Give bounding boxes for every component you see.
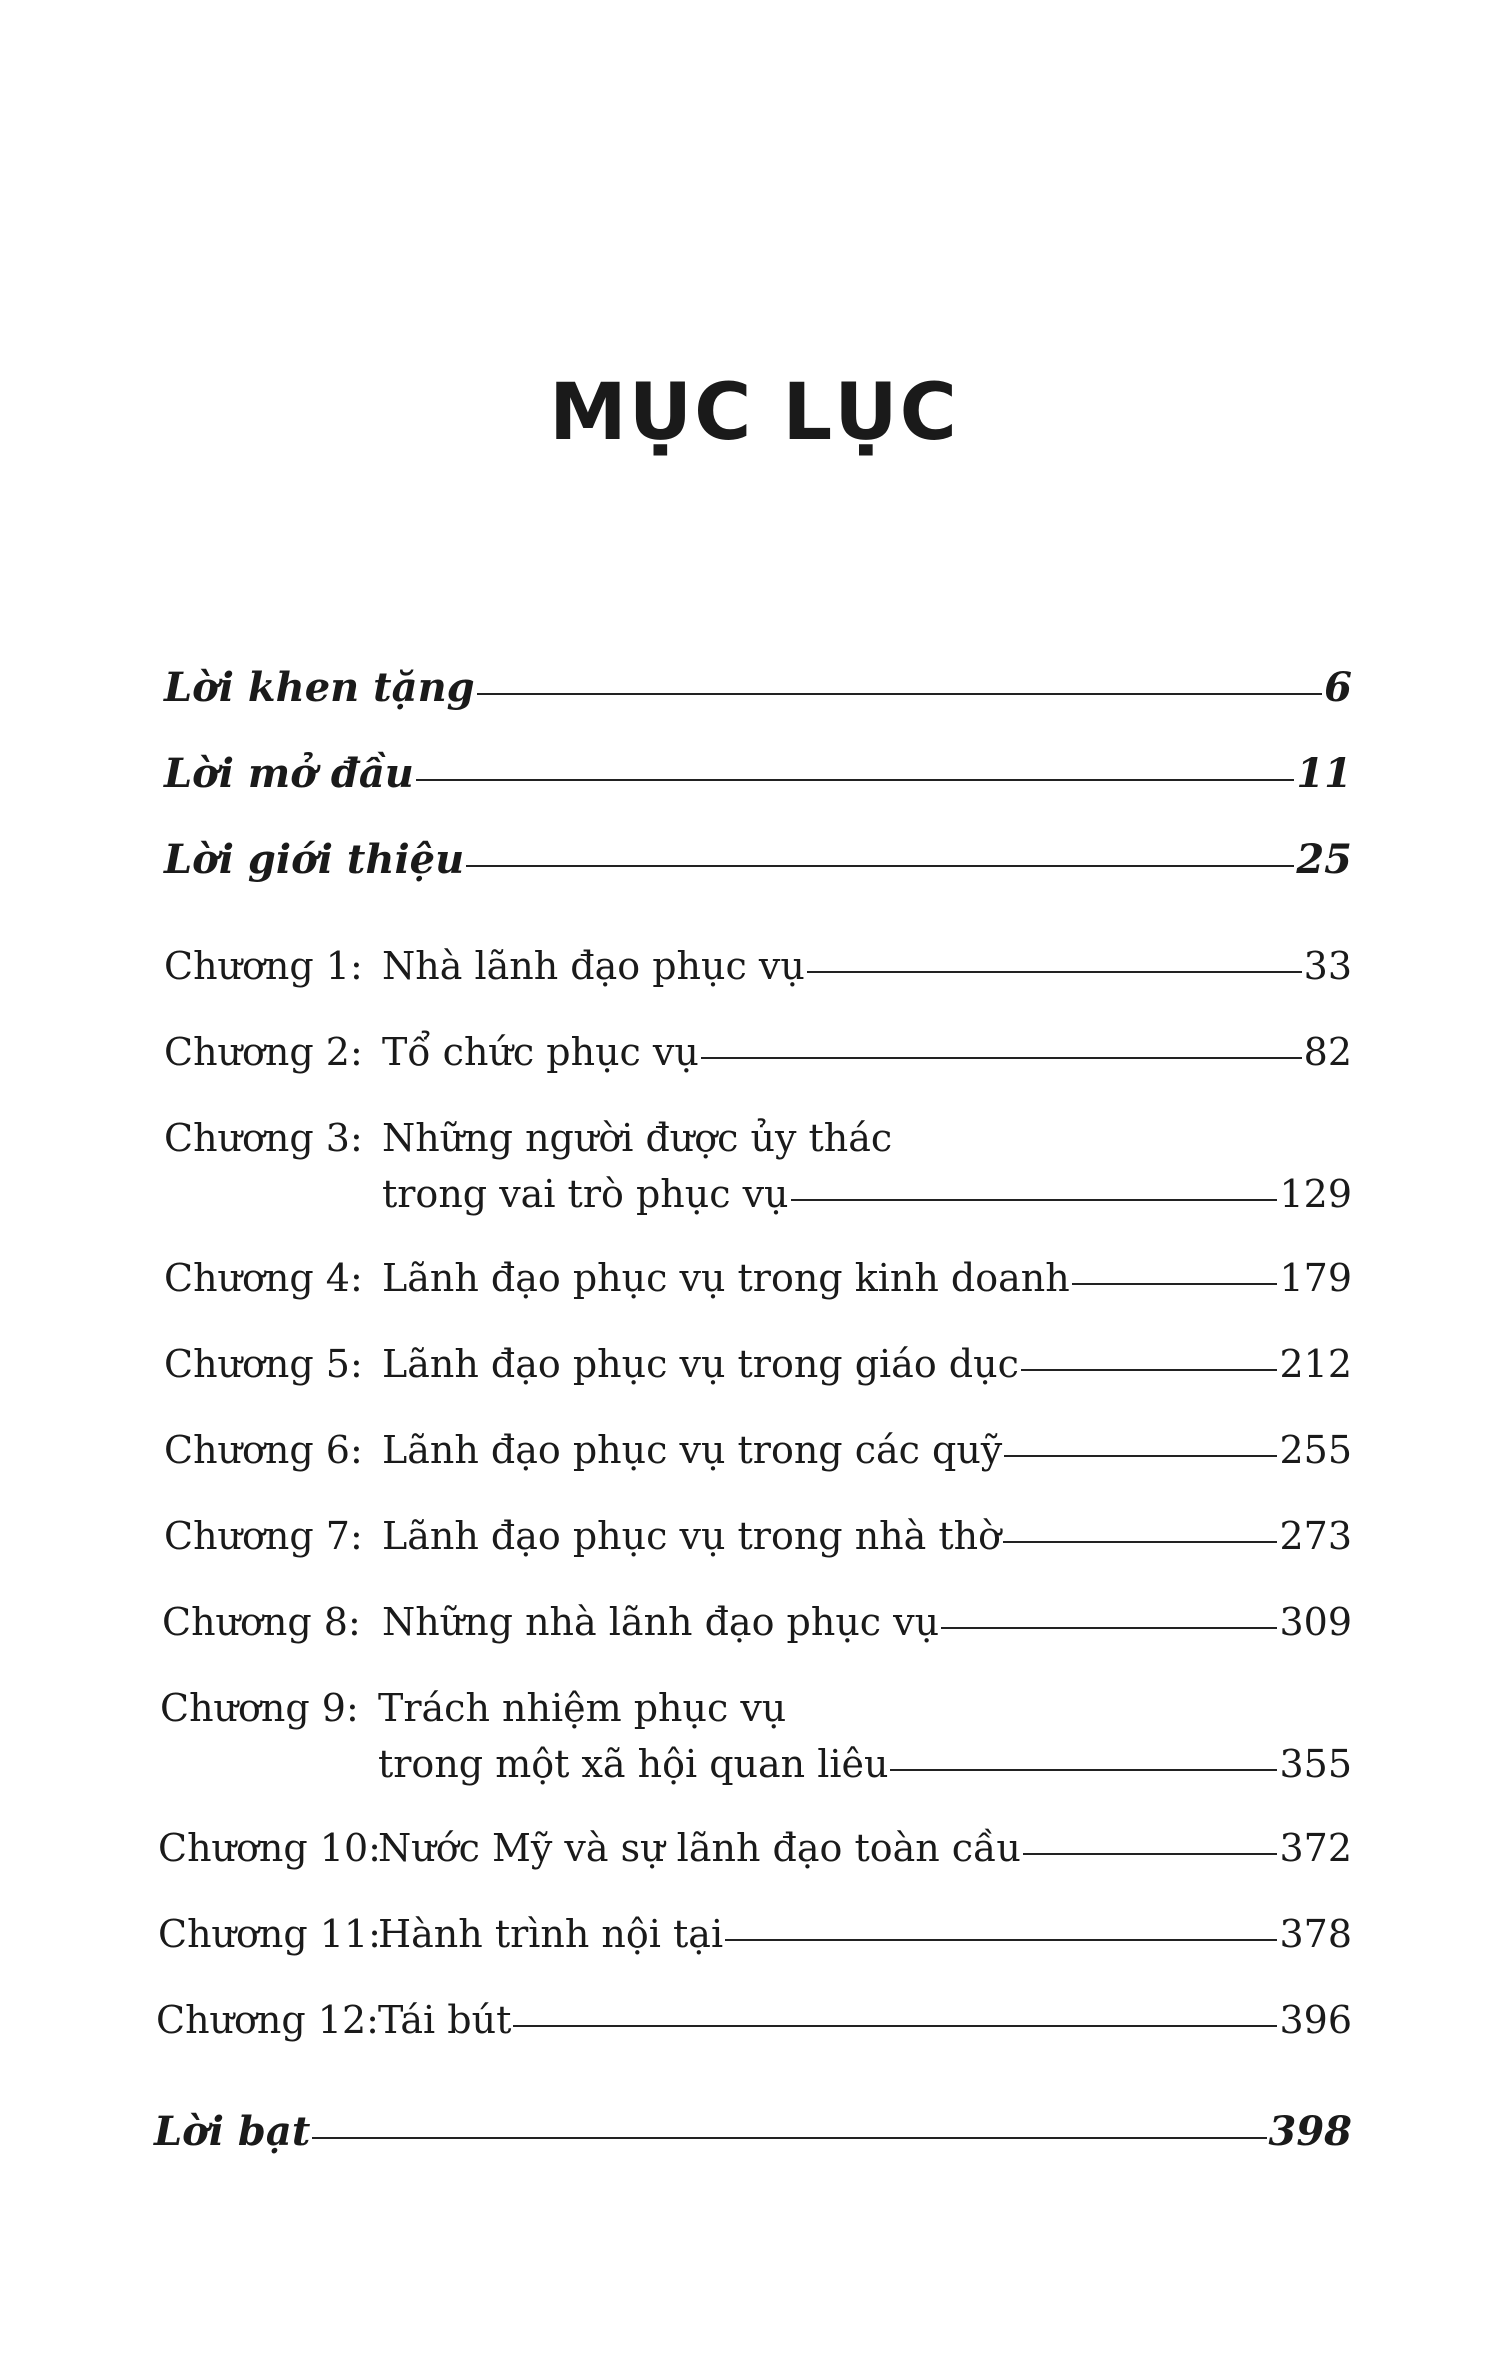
- chapter-number: Chương 3:: [164, 1116, 363, 1160]
- chapter-title: Hành trình nội tại: [378, 1912, 724, 1956]
- toc-entry-chapter-6[interactable]: [164, 1428, 1352, 1472]
- chapter-title: Nhà lãnh đạo phục vụ: [382, 944, 805, 988]
- dot-leader: [807, 971, 1302, 973]
- toc-entry-chapter-5[interactable]: [164, 1342, 1352, 1386]
- dot-leader: [725, 1939, 1277, 1941]
- entry-page-number: 129: [1279, 1172, 1352, 1216]
- chapter-title-continued: trong một xã hội quan liêu: [378, 1742, 889, 1786]
- toc-entry-chapter-2[interactable]: [164, 1030, 1352, 1074]
- dot-leader: [1003, 1541, 1277, 1543]
- toc-entry-praise[interactable]: [164, 664, 1352, 711]
- dot-leader: [941, 1627, 1277, 1629]
- chapter-number: Chương 12:: [156, 1998, 379, 2042]
- chapter-title: Những người được ủy thác: [382, 1116, 893, 1160]
- entry-label: Lời mở đầu: [164, 750, 414, 797]
- chapter-number: Chương 5:: [164, 1342, 363, 1386]
- toc-entry-chapter-4[interactable]: [164, 1256, 1352, 1300]
- chapter-title-continued: trong vai trò phục vụ: [382, 1172, 789, 1216]
- chapter-title: Tổ chức phục vụ: [382, 1030, 699, 1074]
- chapter-number: Chương 4:: [164, 1256, 363, 1300]
- dot-leader: [1023, 1853, 1278, 1855]
- entry-page-number: 212: [1279, 1342, 1352, 1386]
- toc-entry-chapter-3-line1[interactable]: [164, 1116, 1352, 1160]
- entry-page-number: 378: [1279, 1912, 1352, 1956]
- toc-entry-chapter-9-line2[interactable]: [378, 1742, 1352, 1786]
- dot-leader: [416, 779, 1295, 781]
- chapter-number: Chương 11:: [158, 1912, 381, 1956]
- entry-page-number: 33: [1303, 944, 1352, 988]
- toc-entry-foreword[interactable]: [164, 750, 1352, 797]
- dot-leader: [466, 865, 1294, 867]
- entry-label: Lời bạt: [154, 2108, 311, 2155]
- page-title: MỤC LỤC: [549, 368, 959, 458]
- entry-label: Lời khen tặng: [164, 664, 475, 711]
- dot-leader: [791, 1199, 1278, 1201]
- toc-entry-chapter-10[interactable]: [158, 1826, 1352, 1870]
- entry-page-number: 255: [1279, 1428, 1352, 1472]
- entry-page-number: 11: [1296, 750, 1352, 797]
- dot-leader: [1004, 1455, 1277, 1457]
- dot-leader: [477, 693, 1323, 695]
- chapter-number: Chương 9:: [160, 1686, 359, 1730]
- entry-page-number: 25: [1296, 836, 1352, 883]
- dot-leader: [312, 2137, 1266, 2139]
- toc-entry-chapter-3-line2[interactable]: [382, 1172, 1352, 1216]
- chapter-number: Chương 2:: [164, 1030, 363, 1074]
- toc-entry-chapter-12[interactable]: [156, 1998, 1352, 2042]
- chapter-number: Chương 6:: [164, 1428, 363, 1472]
- entry-page-number: 398: [1268, 2108, 1352, 2155]
- chapter-title: Tái bút: [378, 1998, 512, 2042]
- chapter-title: Lãnh đạo phục vụ trong kinh doanh: [382, 1256, 1070, 1300]
- chapter-number: Chương 8:: [162, 1600, 361, 1644]
- toc-entry-chapter-8[interactable]: [162, 1600, 1352, 1644]
- entry-page-number: 396: [1279, 1998, 1352, 2042]
- chapter-number: Chương 10:: [158, 1826, 381, 1870]
- dot-leader: [513, 2025, 1277, 2027]
- entry-page-number: 273: [1279, 1514, 1352, 1558]
- entry-page-number: 6: [1324, 664, 1352, 711]
- chapter-title: Trách nhiệm phục vụ: [378, 1686, 787, 1730]
- dot-leader: [1021, 1369, 1278, 1371]
- toc-entry-chapter-11[interactable]: [158, 1912, 1352, 1956]
- entry-page-number: 82: [1303, 1030, 1352, 1074]
- chapter-title: Lãnh đạo phục vụ trong nhà thờ: [382, 1514, 1002, 1558]
- chapter-title: Những nhà lãnh đạo phục vụ: [382, 1600, 940, 1644]
- entry-label: Lời giới thiệu: [164, 836, 465, 883]
- toc-entry-chapter-7[interactable]: [164, 1514, 1352, 1558]
- toc-entry-chapter-1[interactable]: [164, 944, 1352, 988]
- entry-page-number: 309: [1279, 1600, 1352, 1644]
- entry-page-number: 179: [1279, 1256, 1352, 1300]
- chapter-title: Lãnh đạo phục vụ trong các quỹ: [382, 1428, 1003, 1472]
- chapter-title: Nước Mỹ và sự lãnh đạo toàn cầu: [378, 1826, 1021, 1870]
- dot-leader: [890, 1769, 1277, 1771]
- chapter-number: Chương 7:: [164, 1514, 363, 1558]
- entry-page-number: 372: [1279, 1826, 1352, 1870]
- toc-entry-chapter-9-line1[interactable]: [160, 1686, 1352, 1730]
- toc-entry-introduction[interactable]: [164, 836, 1352, 883]
- dot-leader: [701, 1057, 1302, 1059]
- chapter-number: Chương 1:: [164, 944, 363, 988]
- entry-page-number: 355: [1279, 1742, 1352, 1786]
- toc-entry-afterword[interactable]: [154, 2108, 1352, 2155]
- chapter-title: Lãnh đạo phục vụ trong giáo dục: [382, 1342, 1019, 1386]
- dot-leader: [1072, 1283, 1278, 1285]
